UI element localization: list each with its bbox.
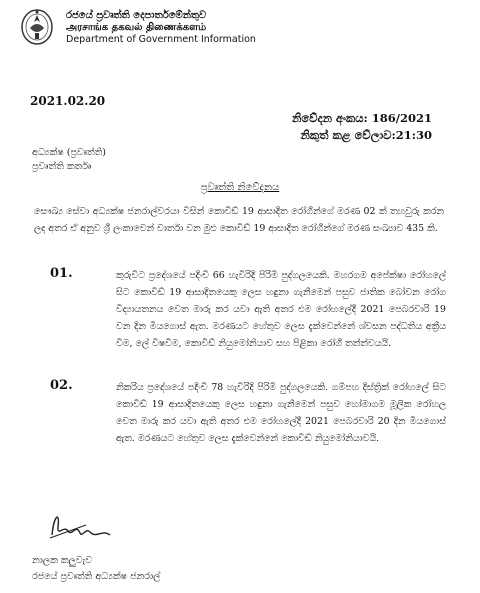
signatory-name: නාලක කලුවැව (32, 555, 93, 566)
addressee-line: ප්‍රවෘත්ති කර්තෘ (32, 161, 92, 172)
department-name-english: Department of Government Information (66, 34, 256, 45)
handwritten-signature (46, 505, 116, 545)
release-number: නිවේදන අංකය: 186/2021 (292, 111, 432, 125)
release-time: නිකුත් කළ වේලාව:21:30 (300, 128, 432, 142)
department-name-tamil: அரசாங்க தகவல் திணைக்களம் (66, 22, 207, 33)
release-date: 2021.02.20 (30, 94, 106, 108)
case-description: කුරුවිට ප්‍රදේශයේ පදිංචි 66 හැවිරිදි පිරිමි පුද්ගලයෙකි. මහරගම අපේක්ෂා රෝහලේ සිට කොවිඩ් 19 ආසාදිතයෙකු ලෙස හඳුනා ගැනීමෙන් පසුව ජාතික බෝවන රෝග විද්‍යායතනය වෙත මාරු කර යවා ඇති අතර එම රෝහලේදී 2021 පෙබරවාරි 19 වන දින මියගොස් ඇත. මරණයට හේතුව ලෙස දැක්වෙන්නේ ශ්වසන පද්ධතිය අක්‍රීය වීම, ලේ විෂවීම, කොවිඩ් නියුමෝනියාව සහ පිළිකා රෝගී තත්ත්වයයි. (116, 270, 446, 349)
case-number: 02. (50, 378, 73, 393)
intro-paragraph: සෞඛ්‍ය සේවා අධ්‍යක්ෂ ජනරාල්වරයා විසින් කොවිඩ් 19 ආසාදිත රෝගීන්ගේ මරණ 02 ක් තහවුරු කරන ලද අතර ඒ අනුව ශ්‍රී ලංකාවෙන් වාර්තා වන මුළු කොවිඩ් 19 ආසාදිත රෝගීන්ගේ මරණ සංඛ්‍යාව 435 කි. (34, 206, 444, 234)
document-title: ප්‍රවෘත්ති නිවේදනය (200, 182, 280, 193)
government-emblem-icon (20, 8, 54, 46)
department-name-sinhala: රජයේ ප්‍රවෘත්ති දෙපාර්තමේන්තුව (66, 10, 207, 21)
addressee-line: අධ්‍යක්ෂ (ප්‍රවෘත්ති) (32, 147, 107, 158)
case-description: නිකරිය ප්‍රදේශයේ පදිංචි 78 හැවිරිදි පිරිමි පුද්ගලයෙකි. ගම්පහ දිස්ත්‍රික් රෝහලේ සිට කොවිඩ් 19 ආසාදිතයෙකු ලෙස හඳුනා ගැනීමෙන් පසුව හෝමාගම මූලික රෝහල වෙත මාරු කර යවා ඇති අතර එම රෝහලේදී 2021 පෙබරවාරි 20 දින මියගොස් ඇත. මරණයට හේතුව ලෙස දැක්වෙන්නේ කොවිඩ් නියුමෝනියාවයි. (116, 382, 446, 444)
case-number: 01. (50, 266, 73, 281)
signatory-title: රජයේ ප්‍රවෘත්ති අධ්‍යක්ෂ ජනරාල් (32, 571, 161, 582)
